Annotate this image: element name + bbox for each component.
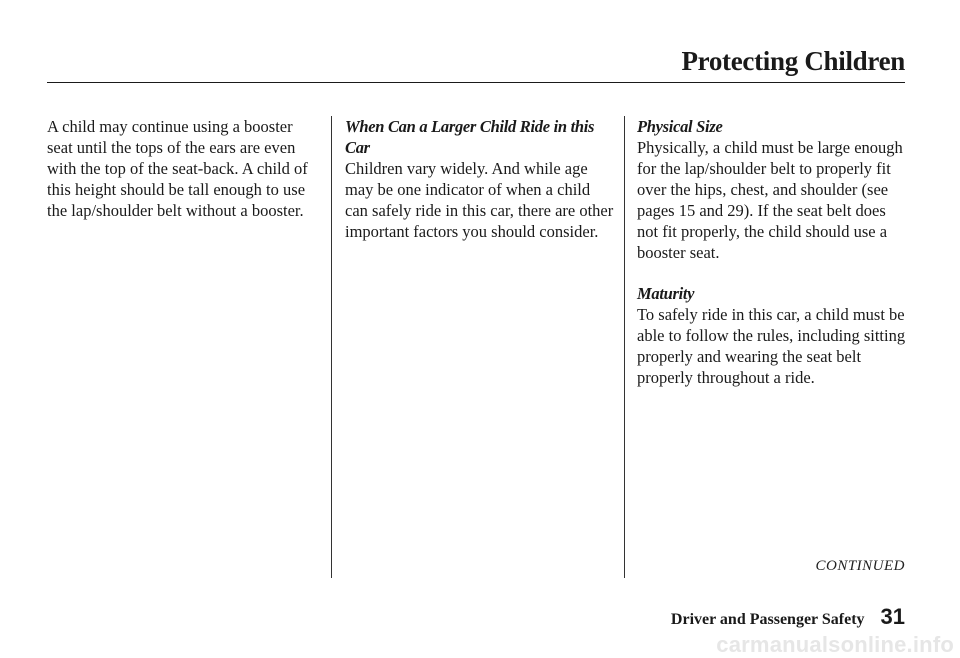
column-3 [637, 116, 909, 388]
footer-section-title: Driver and Passenger Safety [670, 611, 865, 628]
page-number: 31 [880, 604, 905, 629]
page-title: Protecting Children [681, 46, 905, 76]
continued-label: CONTINUED [815, 558, 905, 574]
larger-child-paragraph: Children vary widely. And while age may be one indicator of when a child can safely ride in this car, there are other important factors you should consider. [345, 159, 614, 241]
physical-size-paragraph: Physically, a child must be large enough for the lap/shoulder belt to properly fit over the hips, chest, and shoulder (see pages 15 and 29). If the seat belt does not fit properly, the child should use a booster seat. [637, 138, 903, 262]
column-2 [345, 116, 617, 242]
page-footer [671, 604, 905, 630]
physical-size-heading: Physical Size [637, 117, 723, 136]
larger-child-heading: When Can a Larger Child Ride in this Car [345, 117, 595, 157]
watermark-text: carmanualsonline.info [716, 632, 954, 657]
column-1 [47, 116, 319, 221]
maturity-paragraph: To safely ride in this car, a child must be able to follow the rules, including sitting properly and wearing the seat belt properly throughout a ride. [637, 305, 906, 387]
header-rule [47, 82, 905, 83]
booster-paragraph: A child may continue using a booster seat until the tops of the ears are even with the top of the seat-back. A child of this height should be tall enough to use the lap/shoulder belt without a booster. [47, 117, 308, 220]
column-divider-2 [624, 116, 625, 578]
column-divider-1 [331, 116, 332, 578]
maturity-heading: Maturity [637, 284, 695, 303]
